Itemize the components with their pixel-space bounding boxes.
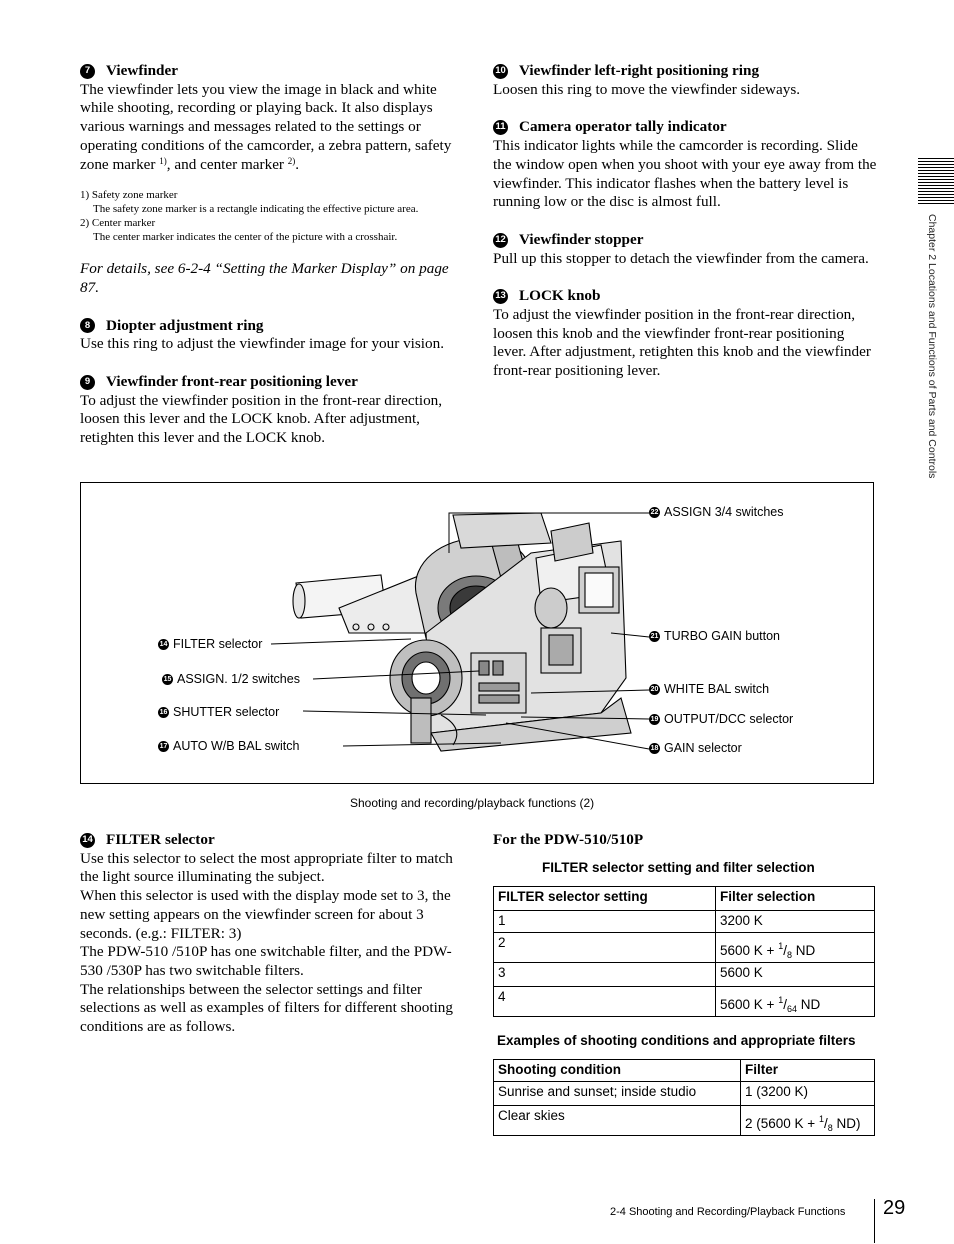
table-header-row: [494, 887, 875, 911]
footnote-2-text: The center marker indicates the center of the picture with a crosshair.: [93, 231, 398, 244]
callout-gain-selector: [649, 741, 742, 755]
callout-number: 20: [650, 685, 659, 693]
table-cell: 2: [494, 933, 716, 963]
callout-assign-34: [649, 505, 784, 519]
item-11-heading: [493, 118, 877, 137]
cell-text: 2 (5600 K +: [745, 1116, 819, 1131]
table-header: Shooting condition: [494, 1060, 741, 1082]
item-14-paragraph-1: Use this selector to select the most appropriate filter to match the light source illuminating the subject.: [80, 849, 453, 886]
filter-setting-table: [493, 886, 875, 1017]
table-row: [494, 933, 875, 963]
callout-number: 18: [650, 744, 659, 752]
item-14-column: [80, 831, 466, 1037]
callout-assign-12: [162, 672, 300, 686]
camera-figure: [80, 482, 874, 784]
cell-text: 3200 K: [720, 913, 763, 928]
fraction-denominator: 8: [827, 1123, 833, 1133]
item-title: LOCK knob: [519, 287, 601, 305]
pdw-heading: For the PDW-510/510P: [493, 831, 644, 848]
item-13-body: To adjust the viewfinder position in the front-rear direction, loosen this knob and the viewfinder front-rear positioning lever. After adjustment, retighten this knob and the viewfinder front-rear positioning lever.: [493, 306, 871, 380]
callout-label: GAIN selector: [664, 741, 742, 755]
table-cell: Sunrise and sunset; inside studio: [494, 1082, 741, 1106]
item-10-heading: [493, 62, 877, 81]
callout-label: OUTPUT/DCC selector: [664, 712, 794, 726]
table-cell: [716, 911, 875, 933]
table-cell: 2 (5600 $K + ^1/_8$ ND): [741, 1106, 875, 1136]
footer-section-title: 2-4 Shooting and Recording/Playback Functions: [610, 1206, 846, 1218]
table-1-caption: FILTER selector setting and filter selection: [542, 860, 815, 875]
callout-label: FILTER selector: [173, 637, 263, 651]
item-number-badge: 14: [80, 833, 95, 848]
table-cell: [741, 1082, 875, 1106]
body-text: The viewfinder lets you view the image in black and white while shooting, recording or playing back. It also displays various warnings and messages related to the settings or operating conditions of the camcorder, a zebra pattern, safety zone marker: [80, 80, 452, 173]
callout-label: SHUTTER selector: [173, 705, 280, 719]
item-title: FILTER selector: [106, 831, 215, 848]
fraction-numerator: 1: [818, 1114, 824, 1124]
cell-text: ND: [791, 943, 816, 958]
table-row: [494, 1106, 875, 1136]
table-cell: [716, 963, 875, 987]
callout-number: 17: [159, 742, 168, 750]
item-number-badge: 12: [493, 233, 508, 248]
footnote-ref: 1): [159, 155, 167, 166]
item-title: Viewfinder stopper: [519, 230, 644, 248]
table-row: [494, 1082, 875, 1106]
shooting-condition-table: [493, 1059, 875, 1136]
callout-turbo-gain: [649, 629, 780, 643]
item-title: Camera operator tally indicator: [519, 118, 727, 136]
callout-label: ASSIGN. 1/2 switches: [177, 672, 300, 686]
item-13-heading: [493, 287, 877, 306]
table-row: [494, 911, 875, 933]
fraction-numerator: 1: [778, 995, 784, 1005]
table-header: FILTER selector setting: [494, 887, 716, 911]
body-text: , and center marker: [166, 155, 288, 173]
footnote-2-label: 2) Center marker: [80, 217, 156, 230]
callout-number: 19: [650, 715, 659, 723]
item-7-body: [80, 81, 466, 175]
callout-label: AUTO W/B BAL switch: [173, 739, 300, 753]
callout-label: TURBO GAIN button: [664, 629, 781, 643]
item-title: Viewfinder front-rear positioning lever: [106, 373, 358, 391]
item-title: Diopter adjustment ring: [106, 316, 264, 334]
item-8-heading: [80, 317, 466, 336]
item-12-heading: [493, 231, 877, 250]
table-2-caption: Examples of shooting conditions and appropriate filters: [497, 1033, 856, 1048]
table-row: [494, 963, 875, 987]
table-cell: 5600 $K + ^1/_{64}$ ND: [716, 987, 875, 1017]
table-cell: 5600 $K + ^1/_8$ ND: [716, 933, 875, 963]
table-cell: Clear skies: [494, 1106, 741, 1136]
right-column: [493, 62, 877, 381]
callout-number: 16: [159, 708, 168, 716]
item-9-heading: [80, 373, 466, 392]
callout-label: WHITE BAL switch: [664, 682, 770, 696]
footnote-1-text: The safety zone marker is a rectangle indicating the effective picture area.: [93, 203, 419, 216]
callout-label: ASSIGN 3/4 switches: [664, 505, 784, 519]
callout-auto-wb-bal: [158, 739, 299, 753]
footnote-1-label: 1) Safety zone marker: [80, 189, 178, 202]
callout-number: 15: [163, 675, 172, 683]
footnotes: [80, 188, 466, 244]
cell-text: 5600 K: [720, 965, 763, 980]
callout-number: 21: [650, 632, 659, 640]
item-title: Viewfinder: [106, 62, 178, 79]
callout-shutter-selector: [158, 705, 279, 719]
item-14-paragraph-2: When this selector is used with the display mode set to 3, the new setting appears on the viewfinder screen for about 3 seconds. (e.g.: FILTER: 3): [80, 887, 451, 942]
item-11-body: This indicator lights while the camcorder is recording. Slide the window open when you shoot with your eye away from the viewfinder. This indicator flashes when the battery level is running low or the disc is almost full.: [493, 137, 877, 211]
item-number-badge: 13: [493, 289, 508, 304]
table-cell: 3: [494, 963, 716, 987]
chapter-tab-marker: [918, 158, 954, 206]
footer-divider: [874, 1199, 875, 1243]
item-number-badge: 11: [493, 120, 508, 135]
callout-white-bal: [649, 682, 769, 696]
item-number-badge: 8: [80, 318, 95, 333]
cell-text: 5600 K +: [720, 943, 779, 958]
body-text: .: [295, 155, 300, 173]
fraction-denominator: 64: [786, 1004, 797, 1014]
fraction-denominator: 8: [786, 950, 792, 960]
left-column: [80, 62, 466, 448]
table-header: Filter: [741, 1060, 875, 1082]
item-7-heading: [80, 62, 466, 81]
cell-text: 5600 K +: [720, 997, 779, 1012]
fraction-numerator: 1: [778, 941, 784, 951]
callout-number: 22: [650, 508, 659, 516]
table-header: Filter selection: [716, 887, 875, 911]
callout-filter-selector: [158, 637, 262, 651]
callout-output-dcc: [649, 712, 793, 726]
cell-text: 1 (3200 K): [745, 1084, 809, 1099]
callout-number: 14: [159, 640, 168, 648]
item-10-body: Loosen this ring to move the viewfinder sideways.: [493, 80, 801, 98]
item-number-badge: 10: [493, 64, 508, 79]
footnote-ref: 2): [287, 155, 296, 166]
table-header-row: [494, 1060, 875, 1082]
item-12-body: Pull up this stopper to detach the viewfinder from the camera.: [493, 249, 869, 267]
item-14-heading: [80, 831, 466, 850]
item-9-body: To adjust the viewfinder position in the front-rear direction, loosen this lever and the LOCK knob. After adjustment, retighten this lever and the LOCK knob.: [80, 391, 443, 447]
cell-text: ND): [832, 1116, 861, 1131]
page-number: 29: [883, 1197, 906, 1219]
item-number-badge: 9: [80, 375, 95, 390]
table-row: [494, 987, 875, 1017]
item-14-paragraph-4: The relationships between the selector settings and filter selections as well as examples of filters for different shooting conditions are as follows.: [80, 980, 453, 1036]
cross-reference: For details, see 6-2-4 “Setting the Marker Display” on page 87.: [80, 260, 449, 296]
table-cell: 4: [494, 987, 716, 1017]
table-cell: 1: [494, 911, 716, 933]
item-number-badge: 7: [80, 64, 95, 79]
figure-caption: Shooting and recording/playback functions (2): [350, 796, 595, 810]
chapter-side-label: Chapter 2 Locations and Functions of Parts and Controls: [926, 214, 938, 479]
item-title: Viewfinder left-right positioning ring: [519, 62, 760, 79]
cell-text: ND: [796, 997, 821, 1012]
item-14-paragraph-3: The PDW-510 /510P has one switchable filter, and the PDW-530 /530P has two switchable filters.: [80, 943, 452, 979]
item-8-body: Use this ring to adjust the viewfinder image for your vision.: [80, 335, 445, 353]
